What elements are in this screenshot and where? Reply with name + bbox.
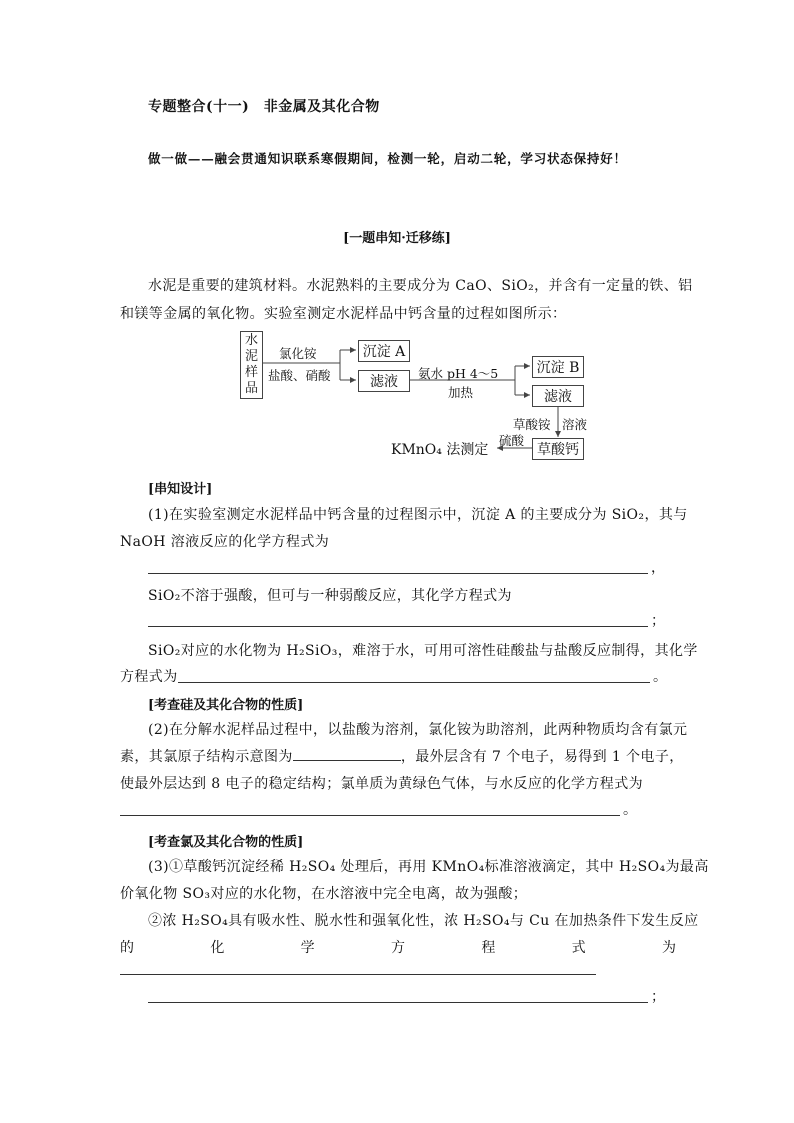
q2-line-2b: ，最外层含有 7 个电子，易得到 1 个电子，	[400, 749, 684, 765]
q3-line-4	[120, 937, 676, 957]
reagent-1-top: 氯化铵	[279, 346, 317, 361]
q1-line-4: SiO₂对应的水化物为 H₂SiO₃，难溶于水，可用可溶性硅酸盐与盐酸反应制得，其化学	[148, 643, 698, 659]
kmno4-label: KMnO₄ 法测定	[391, 442, 489, 458]
q1-line-2: NaOH 溶液反应的化学方程式为	[120, 534, 330, 550]
answer-line-3[interactable]	[178, 682, 650, 683]
q3-word-2: 化	[210, 940, 225, 956]
reagent-3-left: 草酸铵	[513, 417, 551, 432]
q3-line-2: 价氧化物 SO₃对应的水化物，在水溶液中完全电离，故为强酸；	[120, 886, 528, 902]
q3-word-6: 式	[571, 940, 586, 956]
q1-line-1: (1)在实验室测定水泥样品中钙含量的过程图示中，沉淀 A 的主要成分为 SiO₂，其与	[148, 507, 688, 523]
q1-end-2: ；	[651, 613, 666, 629]
filtrate-2-box: 滤液	[532, 385, 584, 407]
q3-heading: [考查氯及其化合物的性质]	[148, 835, 304, 850]
slogan: 做一做——融会贯通知识联系寒假期间，检测一轮，启动二轮，学习状态保持好！	[148, 151, 627, 166]
sample-char-4: 品	[244, 381, 258, 396]
section-title: [一题串知·迁移练]	[343, 231, 451, 246]
q2-line-2a: 素，其氯原子结构示意图为	[120, 749, 293, 765]
reagent-2-top: 氨水 pH 4～5	[418, 366, 499, 381]
q2-line-1: (2)在分解水泥样品过程中，以盐酸为溶剂，氯化铵为助溶剂，此两种物质均含有氯元	[148, 722, 688, 738]
answer-line-6[interactable]	[148, 1002, 648, 1003]
q2-heading: [考查硅及其化合物的性质]	[148, 698, 304, 713]
answer-line-1[interactable]	[148, 573, 648, 574]
q3-word-4: 方	[390, 940, 405, 956]
q2-line-3: 使最外层达到 8 电子的稳定结构；氯单质为黄绿色气体，与水反应的化学方程式为	[120, 776, 644, 792]
q3-word-5: 程	[481, 940, 496, 956]
intro-line-2: 和镁等金属的氧化物。实验室测定水泥样品中钙含量的过程如图所示：	[120, 306, 567, 322]
q3-word-3: 学	[300, 940, 315, 956]
answer-line-4[interactable]	[120, 815, 620, 816]
reagent-1-bottom: 盐酸、硝酸	[268, 368, 331, 383]
q3-line-3: ②浓 H₂SO₄具有吸水性、脱水性和强氧化性，浓 H₂SO₄与 Cu 在加热条件下发生反应	[148, 913, 699, 929]
q1-end-3: 。	[653, 669, 668, 685]
q1-line-5: 方程式为	[120, 669, 178, 685]
page-title: 专题整合(十一) 非金属及其化合物	[148, 99, 380, 115]
sample-char-3: 样	[244, 365, 258, 380]
q3-line-1: (3)①草酸钙沉淀经稀 H₂SO₄ 处理后，再用 KMnO₄标准溶液滴定，其中 H₂SO₄为最高	[148, 859, 709, 875]
answer-line-5[interactable]	[120, 974, 596, 975]
q1-line-3: SiO₂不溶于强酸，但可与一种弱酸反应，其化学方程式为	[148, 588, 512, 604]
q2-line-2	[120, 746, 684, 766]
diagram-arrows	[0, 0, 794, 470]
reagent-2-bottom: 加热	[448, 385, 474, 400]
intro-line-1: 水泥是重要的建筑材料。水泥熟料的主要成分为 CaO、SiO₂，并含有一定量的铁、铝	[148, 278, 693, 294]
q3-word-1: 的	[120, 940, 134, 956]
sample-char-2: 泥	[244, 349, 258, 364]
atom-diagram-blank[interactable]	[293, 748, 401, 761]
q1-end-1: ，	[651, 560, 666, 576]
precipitate-b-box: 沉淀 B	[532, 356, 584, 378]
answer-line-2[interactable]	[148, 626, 648, 627]
q3-word-7: 为	[661, 940, 676, 956]
q1-heading: [串知设计]	[148, 482, 213, 497]
q2-end: 。	[623, 802, 638, 818]
reagent-4: 硫酸	[499, 433, 525, 448]
calcium-oxalate-box: 草酸钙	[532, 438, 584, 460]
precipitate-a-box: 沉淀 A	[358, 340, 410, 362]
q3-end: ；	[651, 989, 666, 1005]
reagent-3-right: 溶液	[562, 417, 588, 432]
filtrate-1-box: 滤液	[358, 370, 410, 392]
sample-char-1: 水	[244, 333, 258, 348]
